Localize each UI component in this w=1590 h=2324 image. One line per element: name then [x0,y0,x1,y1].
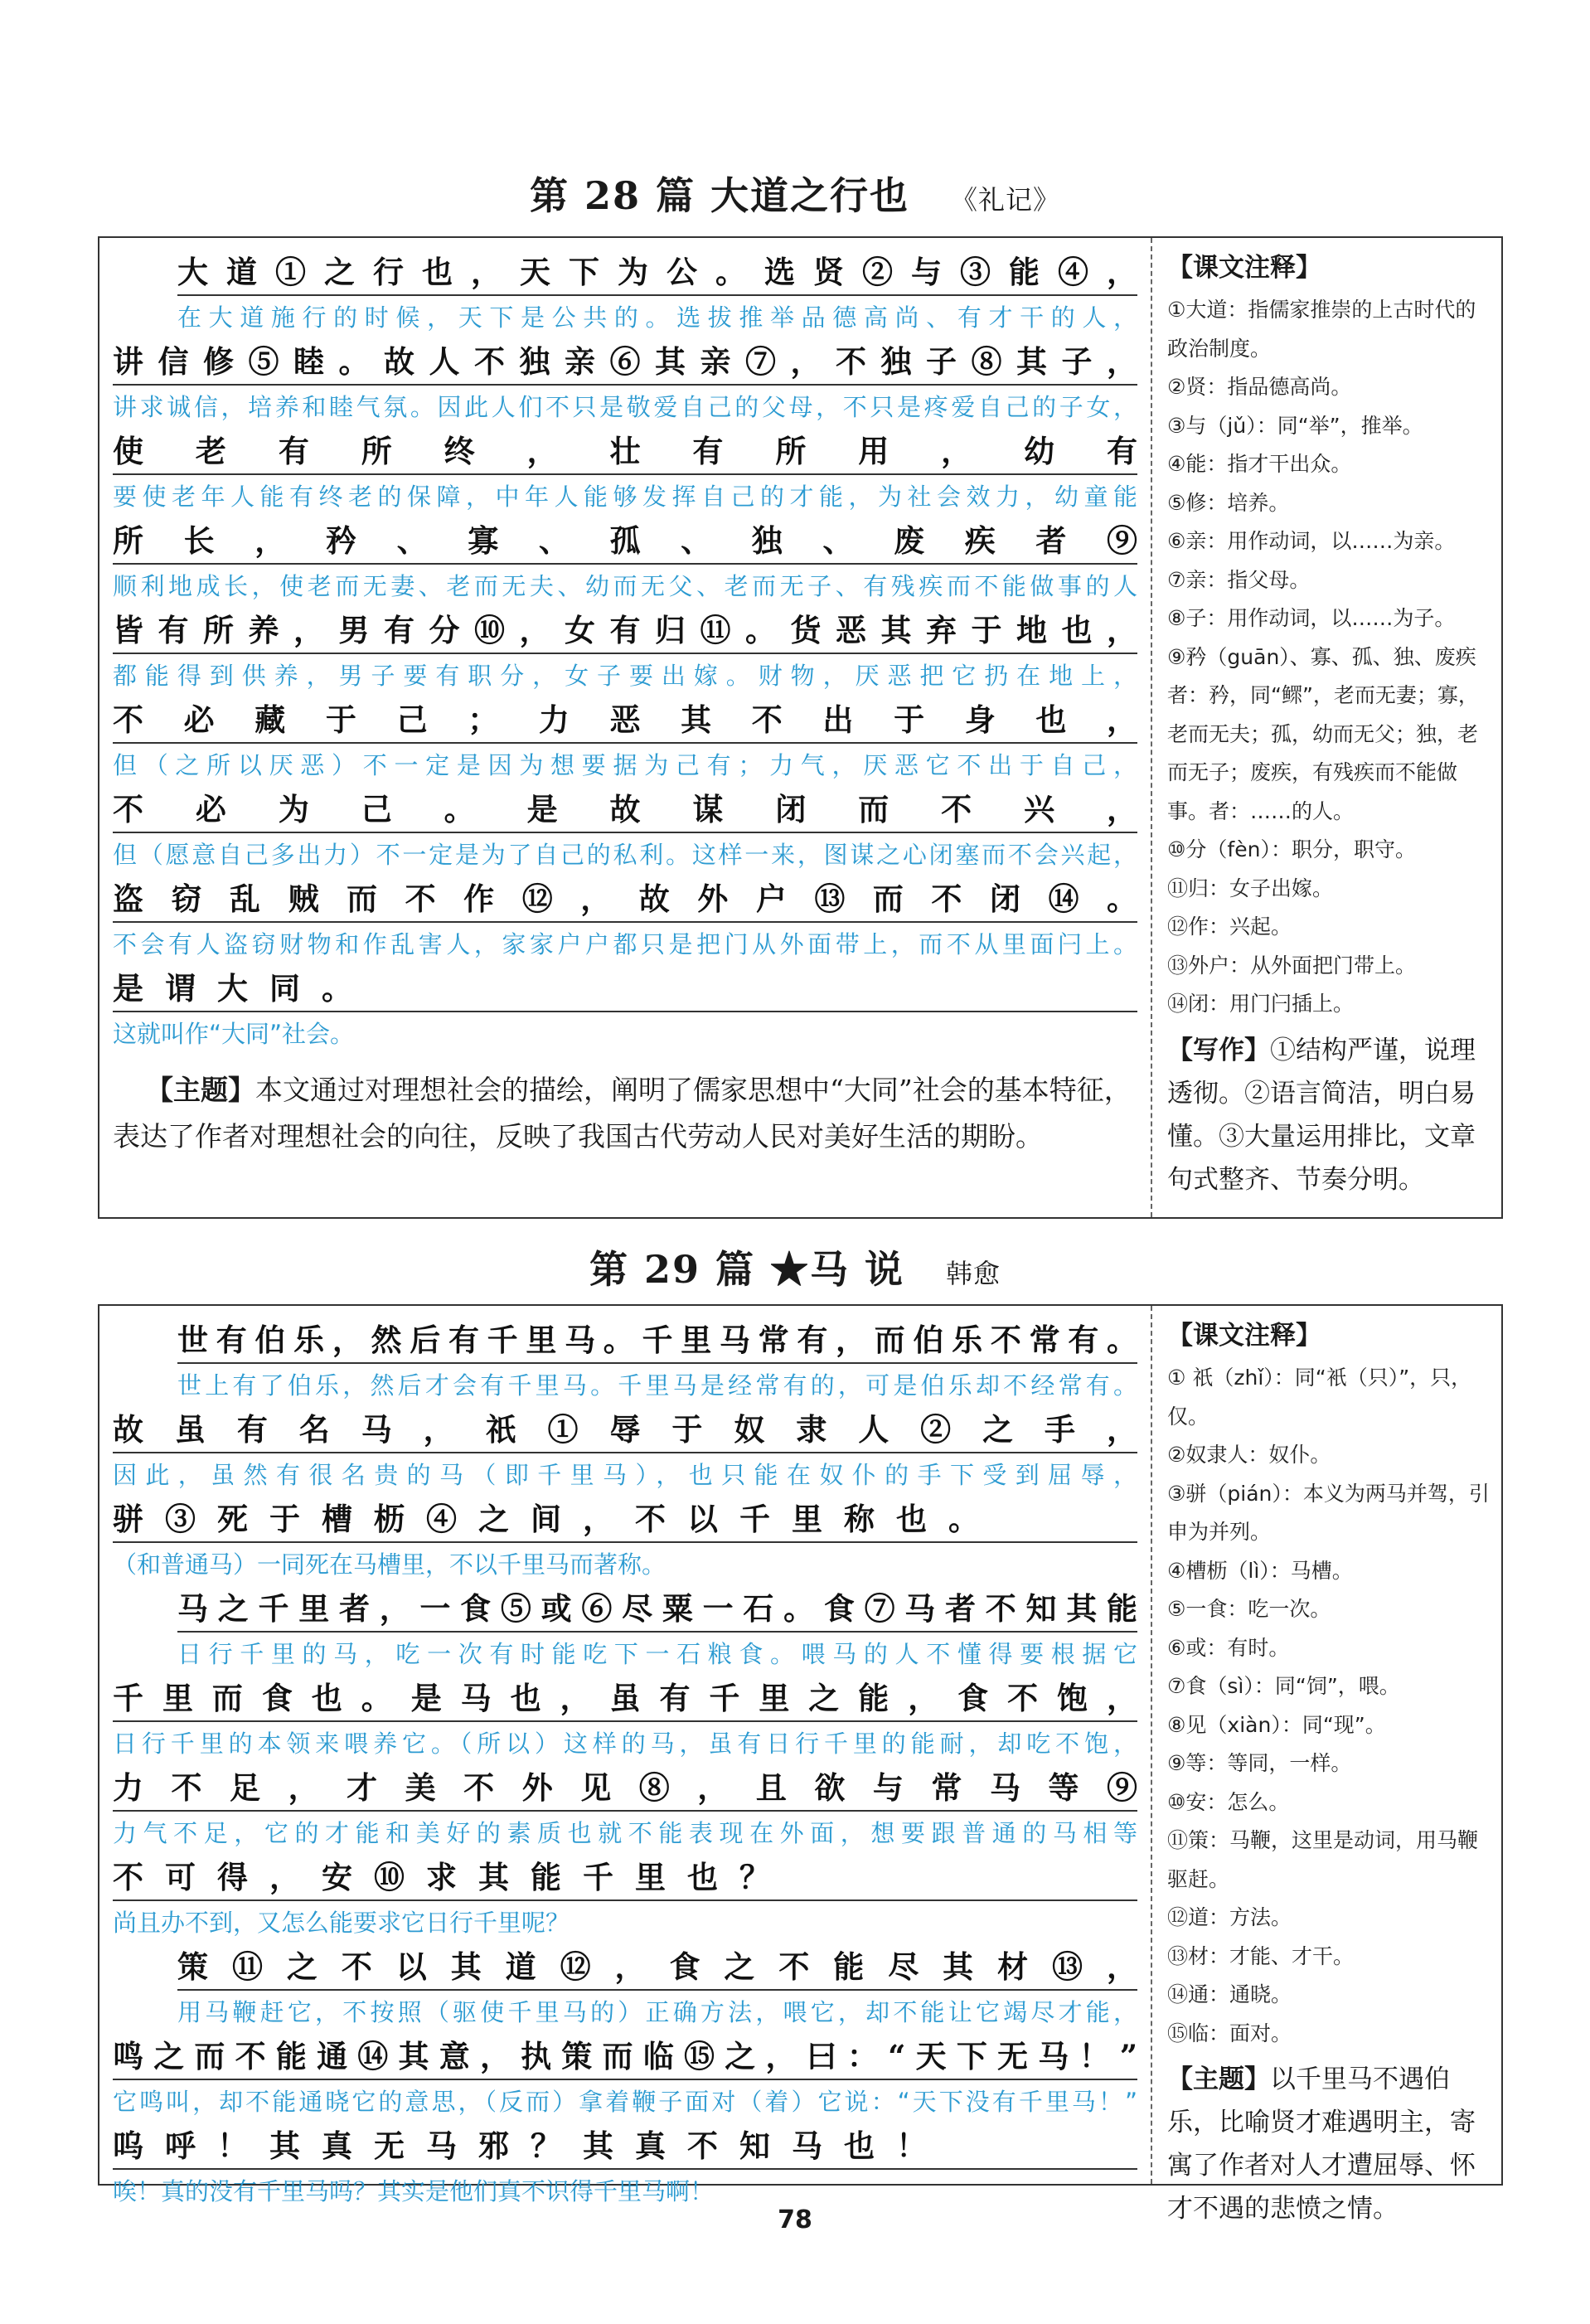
section-28-title-text: 第 28 篇 大道之行也 [529,173,910,218]
notes-heading: 【课文注释】 [1167,253,1321,283]
annotation-note: ③与（jǔ）：同“举”，推举。 [1167,413,1423,438]
side-summary-text: ①结构严谨，说理透彻。②语言简洁，明白易懂。③大量运用排比，文章句式整齐、节奏分明。 [1167,1035,1476,1195]
section-28-text-column [99,238,1152,1217]
page-number: 78 [778,2205,812,2234]
section-29-text-column [99,1306,1152,2205]
annotation-note: ④能：指才干出众。 [1167,452,1352,476]
section-29-notes-column [1152,1306,1501,2224]
annotation-note: ⑬外户：从外面把门带上。 [1167,953,1417,978]
annotation-note: ⑪策：马鞭，这里是动词，用马鞭驱赶。 [1167,1828,1479,1891]
annotation-note: ⑬材：才能、才干。 [1167,1943,1355,1968]
translation-line: 都能得到供养，男子要有职分，女子要出嫁。财物，厌恶把它扔在地上， [113,662,1137,690]
original-text-line: 鸣之而不能通⑭其意，执策而临⑮之，曰：“天下无马！” [113,2034,1137,2080]
original-text-line: 是谓大同。 [113,966,1137,1012]
section-28-notes-column [1152,238,1501,1217]
original-text-line: 盗窃乱贼而不作⑫，故外户⑬而不闭⑭。 [113,876,1137,923]
original-text-line: 世有伯乐，然后有千里马。千里马常有，而伯乐不常有。 [177,1317,1137,1364]
annotation-note: ⑦亲：指父母。 [1167,567,1311,592]
translation-line: 日行千里的马，吃一次有时能吃下一石粮食。喂马的人不懂得要根据它 [177,1640,1137,1668]
annotation-note: ⑧见（xiàn）：同“现”。 [1167,1712,1386,1737]
translation-line: （和普通马）一同死在马槽里，不以千里马而著称。 [113,1550,667,1579]
annotation-note: ⑨等：等同，一样。 [1167,1751,1352,1775]
theme-text: 本文通过对理想社会的描绘，阐明了儒家思想中“大同”社会的基本特征，表达了作者对理想社会的向往，反映了我国古代劳动人民对美好生活的期盼。 [113,1074,1132,1152]
translation-line: 尚且办不到，又怎么能要求它日行千里呢？ [113,1909,570,1937]
side-summary-label: 【写作】 [1167,1035,1270,1065]
translation-line: 因此，虽然有很名贵的马（即千里马），也只能在奴仆的手下受到屈辱， [113,1461,1137,1489]
annotation-note: ⑥亲：用作动词，以……为亲。 [1167,529,1456,553]
section-29-title [0,1240,1590,1294]
translation-line: 唉！真的没有千里马吗？其实是他们真不识得千里马啊！ [113,2177,715,2205]
original-text-line: 骈③死于槽枥④之间，不以千里称也。 [113,1497,1137,1543]
annotation-note: ⑪归：女子出嫁。 [1167,876,1334,900]
translation-line: 不会有人盗窃财物和作乱害人，家家户户都只是把门从外面带上，而不从里面闩上。 [113,930,1137,958]
annotation-note: ①大道：指儒家推崇的上古时代的政治制度。 [1167,298,1476,361]
side-summary-label: 【主题】 [1167,2064,1270,2094]
translation-line: 日行千里的本领来喂养它。（所以）这样的马，虽有日行千里的能耐，却吃不饱， [113,1730,1137,1758]
translation-line: 世上有了伯乐，然后才会有千里马。千里马是经常有的，可是伯乐却不经常有。 [177,1371,1137,1400]
annotation-note: ⑩分（fèn）：职分，职守。 [1167,837,1416,861]
translation-line: 顺利地成长，使老而无妻、老而无夫、幼而无父、老而无子、有残疾而不能做事的人 [113,572,1137,600]
original-text-line: 大道①之行也，天下为公。选贤②与③能④， [177,250,1137,296]
theme-paragraph [113,1067,1137,1160]
side-summary [1167,2058,1493,2230]
section-29-source: 韩愈 [946,1258,1001,1289]
original-text-line: 呜呼！其真无马邪？其真不知马也！ [113,2123,1137,2170]
original-text-line: 不可得，安⑩求其能千里也？ [113,1855,1137,1901]
original-text-line: 皆有所养，男有分⑩，女有归⑪。货恶其弃于地也， [113,608,1137,654]
annotation-note: ⑫作：兴起。 [1167,915,1292,939]
translation-line: 力气不足，它的才能和美好的素质也就不能表现在外面，想要跟普通的马相等 [113,1819,1137,1847]
annotation-note: ⑨矜（guān）、寡、孤、独、废疾者：矜，同“鳏”，老而无妻；寡，老而无夫；孤，幼而无父；独，老而无子；废疾，有残疾而不能做事。者：……的人。 [1167,644,1479,823]
notes-heading: 【课文注释】 [1167,1321,1321,1351]
side-summary [1167,1029,1493,1201]
annotation-note: ②贤：指品德高尚。 [1167,375,1352,399]
annotation-note: ②奴隶人：奴仆。 [1167,1443,1331,1467]
section-28-title [0,166,1590,221]
annotation-note: ⑧子：用作动词，以……为子。 [1167,606,1456,630]
annotation-note: ⑭闭：用门闩插上。 [1167,992,1355,1016]
annotation-note: ⑫道：方法。 [1167,1905,1292,1929]
translation-line: 要使老年人能有终老的保障，中年人能够发挥自己的才能，为社会效力，幼童能 [113,483,1137,511]
translation-line: 用马鞭赶它，不按照（驱使千里马的）正确方法，喂它，却不能让它竭尽才能， [177,1998,1137,2026]
annotation-note: ⑩安：怎么。 [1167,1789,1290,1814]
annotation-note: ⑤一食：吃一次。 [1167,1597,1331,1621]
original-text-line: 千里而食也。是马也，虽有千里之能，食不饱， [113,1676,1137,1722]
original-text-line: 讲信修⑤睦。故人不独亲⑥其亲⑦，不独子⑧其子， [113,339,1137,386]
annotation-note: ⑤修：培养。 [1167,490,1290,515]
original-text-line: 使老有所终，壮有所用，幼有 [113,429,1137,475]
original-text-line: 所长，矜、寡、孤、独、废疾者⑨ [113,518,1137,565]
translation-line: 讲求诚信，培养和睦气氛。因此人们不只是敬爱自己的父母，不只是疼爱自己的子女， [113,393,1137,421]
annotation-note: ⑮临：面对。 [1167,2021,1292,2045]
original-text-line: 马之千里者，一食⑤或⑥尽粟一石。食⑦马者不知其能 [177,1586,1137,1633]
annotation-note: ③骈（pián）：本义为两马并驾，引申为并列。 [1167,1481,1490,1544]
original-text-line: 故虽有名马，祇①辱于奴隶人②之手， [113,1407,1137,1453]
translation-line: 但（之所以厌恶）不一定是因为想要据为己有；力气，厌恶它不出于自己， [113,751,1137,779]
section-28-source: 《礼记》 [951,184,1061,216]
translation-line: 在大道施行的时候，天下是公共的。选拔推举品德高尚、有才干的人， [177,303,1137,332]
translation-line: 它鸣叫，却不能通晓它的意思，（反而）拿着鞭子面对（着）它说：“天下没有千里马！” [113,2088,1137,2116]
translation-line: 但（愿意自己多出力）不一定是为了自己的私利。这样一来，图谋之心闭塞而不会兴起， [113,841,1137,869]
theme-label: 【主题】 [146,1074,255,1106]
annotation-note: ⑥或：有时。 [1167,1635,1290,1660]
translation-line: 这就叫作“大同”社会。 [113,1020,355,1048]
original-text-line: 不必藏于己；力恶其不出于身也， [113,697,1137,744]
section-28-box [98,236,1503,1219]
section-29-title-text: 第 29 篇 ★马 说 [589,1247,905,1292]
original-text-line: 策⑪之不以其道⑫，食之不能尽其材⑬， [177,1944,1137,1991]
annotation-note: ⑭通：通晓。 [1167,1982,1292,2006]
annotation-note: ④槽枥（lì）：马槽。 [1167,1558,1353,1583]
annotation-note: ① 祇（zhǐ）：同“衹（只）”，只，仅。 [1167,1366,1472,1429]
annotation-note: ⑦食（sì）：同“饲”，喂。 [1167,1674,1400,1698]
side-summary-text: 以千里马不遇伯乐，比喻贤才难遇明主，寄寓了作者对人才遭屈辱、怀才不遇的悲愤之情。 [1167,2064,1476,2224]
original-text-line: 力不足，才美不外见⑧，且欲与常马等⑨ [113,1765,1137,1812]
original-text-line: 不必为己。是故谋闭而不兴， [113,787,1137,833]
